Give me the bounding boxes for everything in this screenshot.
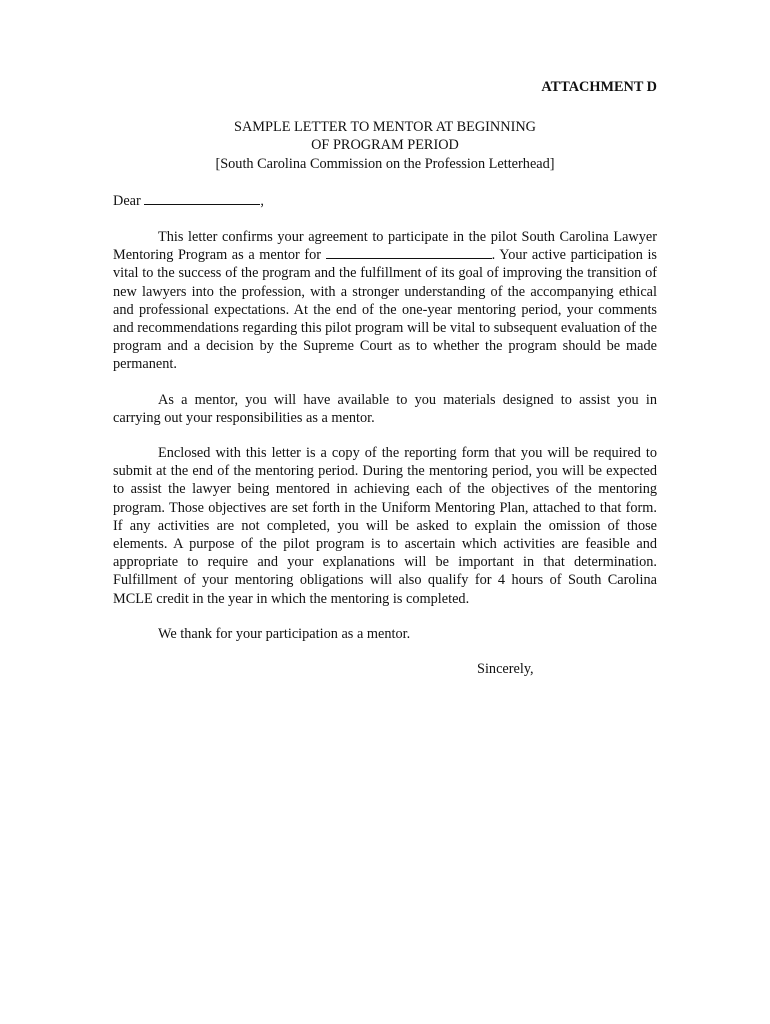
letter-page (113, 78, 657, 678)
paragraph-confirmation (113, 228, 657, 374)
paragraph-1-end: . Your active participation is vital to the success of the program and the fulfillment of its goal of improving the transition of new lawyers into the profession, with a stronger understanding of the accompanying ethical and professional expectations. At the end of the one-year mentoring period, your comments and recommendations regarding this pilot program will be vital to subsequent evaluation of the program and a decision by the Supreme Court as to whether the program should be made permanent. (113, 247, 657, 373)
salutation-word: Dear (113, 192, 141, 209)
salutation (113, 192, 657, 210)
paragraph-1-start: This letter confirms your agreement to participate in the pilot South Carolina Lawyer Mentoring Program as a mentor for (113, 229, 657, 264)
mentee-name-blank (326, 246, 492, 259)
recipient-name-blank (144, 192, 260, 205)
closing-sincerely: Sincerely, (477, 661, 534, 678)
title-line-3: [South Carolina Commission on the Profession Letterhead] (215, 155, 555, 172)
paragraph-thanks: We thank for your participation as a mentor. (158, 625, 411, 642)
title-line-1: SAMPLE LETTER TO MENTOR AT BEGINNING (234, 119, 536, 136)
salutation-comma: , (260, 192, 264, 209)
title-line-2: OF PROGRAM PERIOD (311, 137, 459, 154)
attachment-label: ATTACHMENT D (541, 79, 657, 95)
paragraph-materials: As a mentor, you will have available to you materials designed to assist you in carrying out your responsibilities as a mentor. (113, 391, 657, 426)
paragraph-reporting-form: Enclosed with this letter is a copy of the reporting form that you will be required to submit at the end of the mentoring period. During the mentoring period, you will be expected to assist the lawyer being mentored in achieving each of the objectives of the mentoring program. Those objectives are set forth in the Uniform Mentoring Plan, attached to that form. If any activities are not completed, you will be asked to explain the omission of those elements. A purpose of the pilot program is to ascertain which activities are feasible and appropriate to require and your explanations will be important in that determination. Fulfillment of your mentoring obligations will also qualify for 4 hours of South Carolina MCLE credit in the year in which the mentoring is completed. (113, 445, 657, 607)
